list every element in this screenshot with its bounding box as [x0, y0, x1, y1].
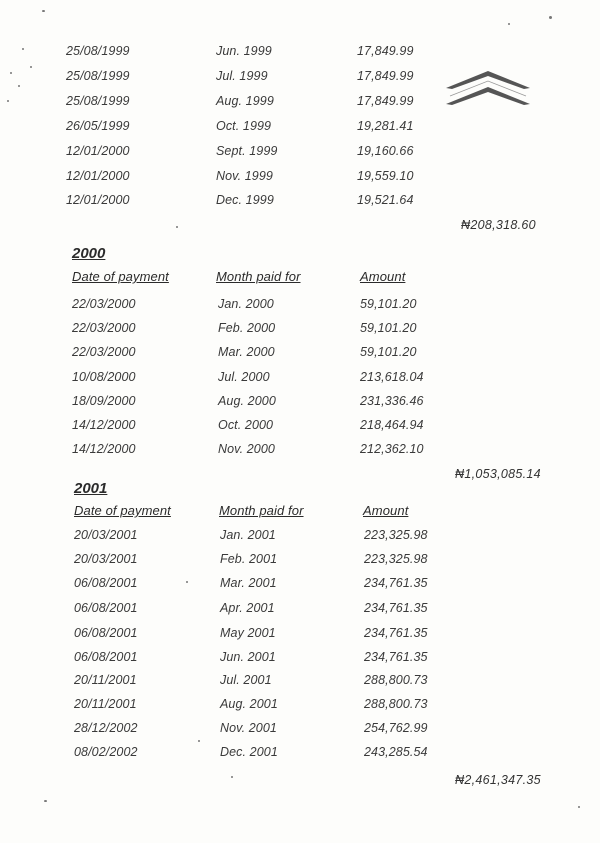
column-header-date: Date of payment [74, 503, 171, 518]
payment-date: 25/08/1999 [66, 69, 130, 83]
payment-date: 25/08/1999 [66, 94, 130, 108]
table-row [0, 528, 600, 548]
payment-date: 26/05/1999 [66, 119, 130, 133]
payment-date: 10/08/2000 [72, 370, 136, 384]
amount: 17,849.99 [357, 69, 414, 83]
scan-speck [508, 23, 510, 25]
scan-speck [44, 800, 47, 802]
amount: 223,325.98 [364, 552, 428, 566]
table-row [0, 745, 600, 765]
month-paid: Mar. 2000 [218, 345, 275, 359]
table-row [0, 442, 600, 462]
column-header-month: Month paid for [219, 503, 304, 518]
payment-date: 25/08/1999 [66, 44, 130, 58]
table-row [0, 370, 600, 390]
month-paid: Apr. 2001 [220, 601, 275, 615]
scan-speck [549, 16, 552, 19]
payment-date: 22/03/2000 [72, 321, 136, 335]
table-row [0, 144, 600, 164]
table-header [0, 503, 600, 523]
amount: 254,762.99 [364, 721, 428, 735]
table-row [0, 721, 600, 741]
amount: 243,285.54 [364, 745, 428, 759]
month-paid: Aug. 2000 [218, 394, 276, 408]
month-paid: May 2001 [220, 626, 276, 640]
amount: 288,800.73 [364, 673, 428, 687]
column-header-amount: Amount [360, 269, 406, 284]
table-row [0, 673, 600, 693]
table-row [0, 601, 600, 621]
scan-speck [10, 72, 12, 74]
scan-speck [22, 48, 24, 50]
payment-date: 20/03/2001 [74, 528, 138, 542]
month-paid: Feb. 2001 [220, 552, 278, 566]
table-row [0, 321, 600, 341]
month-paid: Aug. 2001 [220, 697, 278, 711]
table-row [0, 193, 600, 213]
month-paid: Dec. 2001 [220, 745, 278, 759]
payment-date: 06/08/2001 [74, 626, 138, 640]
payment-date: 20/03/2001 [74, 552, 138, 566]
amount: 234,761.35 [364, 626, 428, 640]
scan-speck [231, 776, 233, 778]
table-row [0, 697, 600, 717]
payment-date: 08/02/2002 [74, 745, 138, 759]
column-header-month: Month paid for [216, 269, 301, 284]
payment-date: 12/01/2000 [66, 169, 130, 183]
table-row [0, 44, 600, 64]
double-chevron-icon [444, 68, 532, 110]
amount: 218,464.94 [360, 418, 424, 432]
month-paid: Jul. 2001 [220, 673, 272, 687]
payment-date: 12/01/2000 [66, 144, 130, 158]
table-row [0, 169, 600, 189]
amount: 19,559.10 [357, 169, 414, 183]
scan-speck [578, 806, 580, 808]
amount: 19,281.41 [357, 119, 414, 133]
month-paid: Dec. 1999 [216, 193, 274, 207]
column-header-amount: Amount [363, 503, 409, 518]
amount: 19,160.66 [357, 144, 414, 158]
payment-date: 12/01/2000 [66, 193, 130, 207]
table-header [0, 269, 600, 289]
payment-date: 22/03/2000 [72, 345, 136, 359]
table-row [0, 650, 600, 670]
amount: 288,800.73 [364, 697, 428, 711]
amount: 17,849.99 [357, 44, 414, 58]
scan-speck [176, 226, 178, 228]
table-row [0, 394, 600, 414]
table-row [0, 576, 600, 596]
amount: 59,101.20 [360, 297, 417, 311]
month-paid: Jan. 2000 [218, 297, 274, 311]
payment-date: 06/08/2001 [74, 650, 138, 664]
column-header-date: Date of payment [72, 269, 169, 284]
scan-speck [7, 100, 9, 102]
month-paid: Oct. 2000 [218, 418, 274, 432]
payment-date: 18/09/2000 [72, 394, 136, 408]
month-paid: Jul. 2000 [218, 370, 270, 384]
month-paid: Jun. 1999 [216, 44, 272, 58]
amount: 234,761.35 [364, 576, 428, 590]
month-paid: Oct. 1999 [216, 119, 272, 133]
amount: 59,101.20 [360, 345, 417, 359]
month-paid: Jan. 2001 [220, 528, 276, 542]
month-paid: Jul. 1999 [216, 69, 268, 83]
payment-date: 14/12/2000 [72, 442, 136, 456]
amount: 212,362.10 [360, 442, 424, 456]
table-row [0, 297, 600, 317]
table-row [0, 552, 600, 572]
amount: 17,849.99 [357, 94, 414, 108]
scan-speck [30, 66, 32, 68]
scan-speck [198, 740, 200, 742]
scan-speck [42, 10, 45, 12]
amount: 223,325.98 [364, 528, 428, 542]
month-paid: Nov. 2001 [220, 721, 277, 735]
month-paid: Sept. 1999 [216, 144, 278, 158]
table-row [0, 345, 600, 365]
amount: 234,761.35 [364, 650, 428, 664]
payment-date: 06/08/2001 [74, 601, 138, 615]
section-year-heading: 2000 [72, 245, 106, 262]
amount: 19,521.64 [357, 193, 414, 207]
amount: 213,618.04 [360, 370, 424, 384]
month-paid: Jun. 2001 [220, 650, 276, 664]
table-row [0, 418, 600, 438]
payment-date: 14/12/2000 [72, 418, 136, 432]
month-paid: Mar. 2001 [220, 576, 277, 590]
payment-date: 22/03/2000 [72, 297, 136, 311]
section-total: ₦2,461,347.35 [455, 773, 541, 787]
payment-date: 28/12/2002 [74, 721, 138, 735]
amount: 234,761.35 [364, 601, 428, 615]
month-paid: Nov. 1999 [216, 169, 273, 183]
table-row [0, 119, 600, 139]
payment-date: 20/11/2001 [74, 673, 137, 687]
section-year-heading: 2001 [74, 480, 108, 497]
scan-speck [186, 581, 188, 583]
month-paid: Feb. 2000 [218, 321, 276, 335]
table-row [0, 626, 600, 646]
section-total: ₦1,053,085.14 [455, 467, 541, 481]
month-paid: Nov. 2000 [218, 442, 275, 456]
section-total: ₦208,318.60 [461, 218, 536, 232]
payment-date: 06/08/2001 [74, 576, 138, 590]
amount: 231,336.46 [360, 394, 424, 408]
month-paid: Aug. 1999 [216, 94, 274, 108]
payment-date: 20/11/2001 [74, 697, 137, 711]
amount: 59,101.20 [360, 321, 417, 335]
scan-speck [18, 85, 20, 87]
